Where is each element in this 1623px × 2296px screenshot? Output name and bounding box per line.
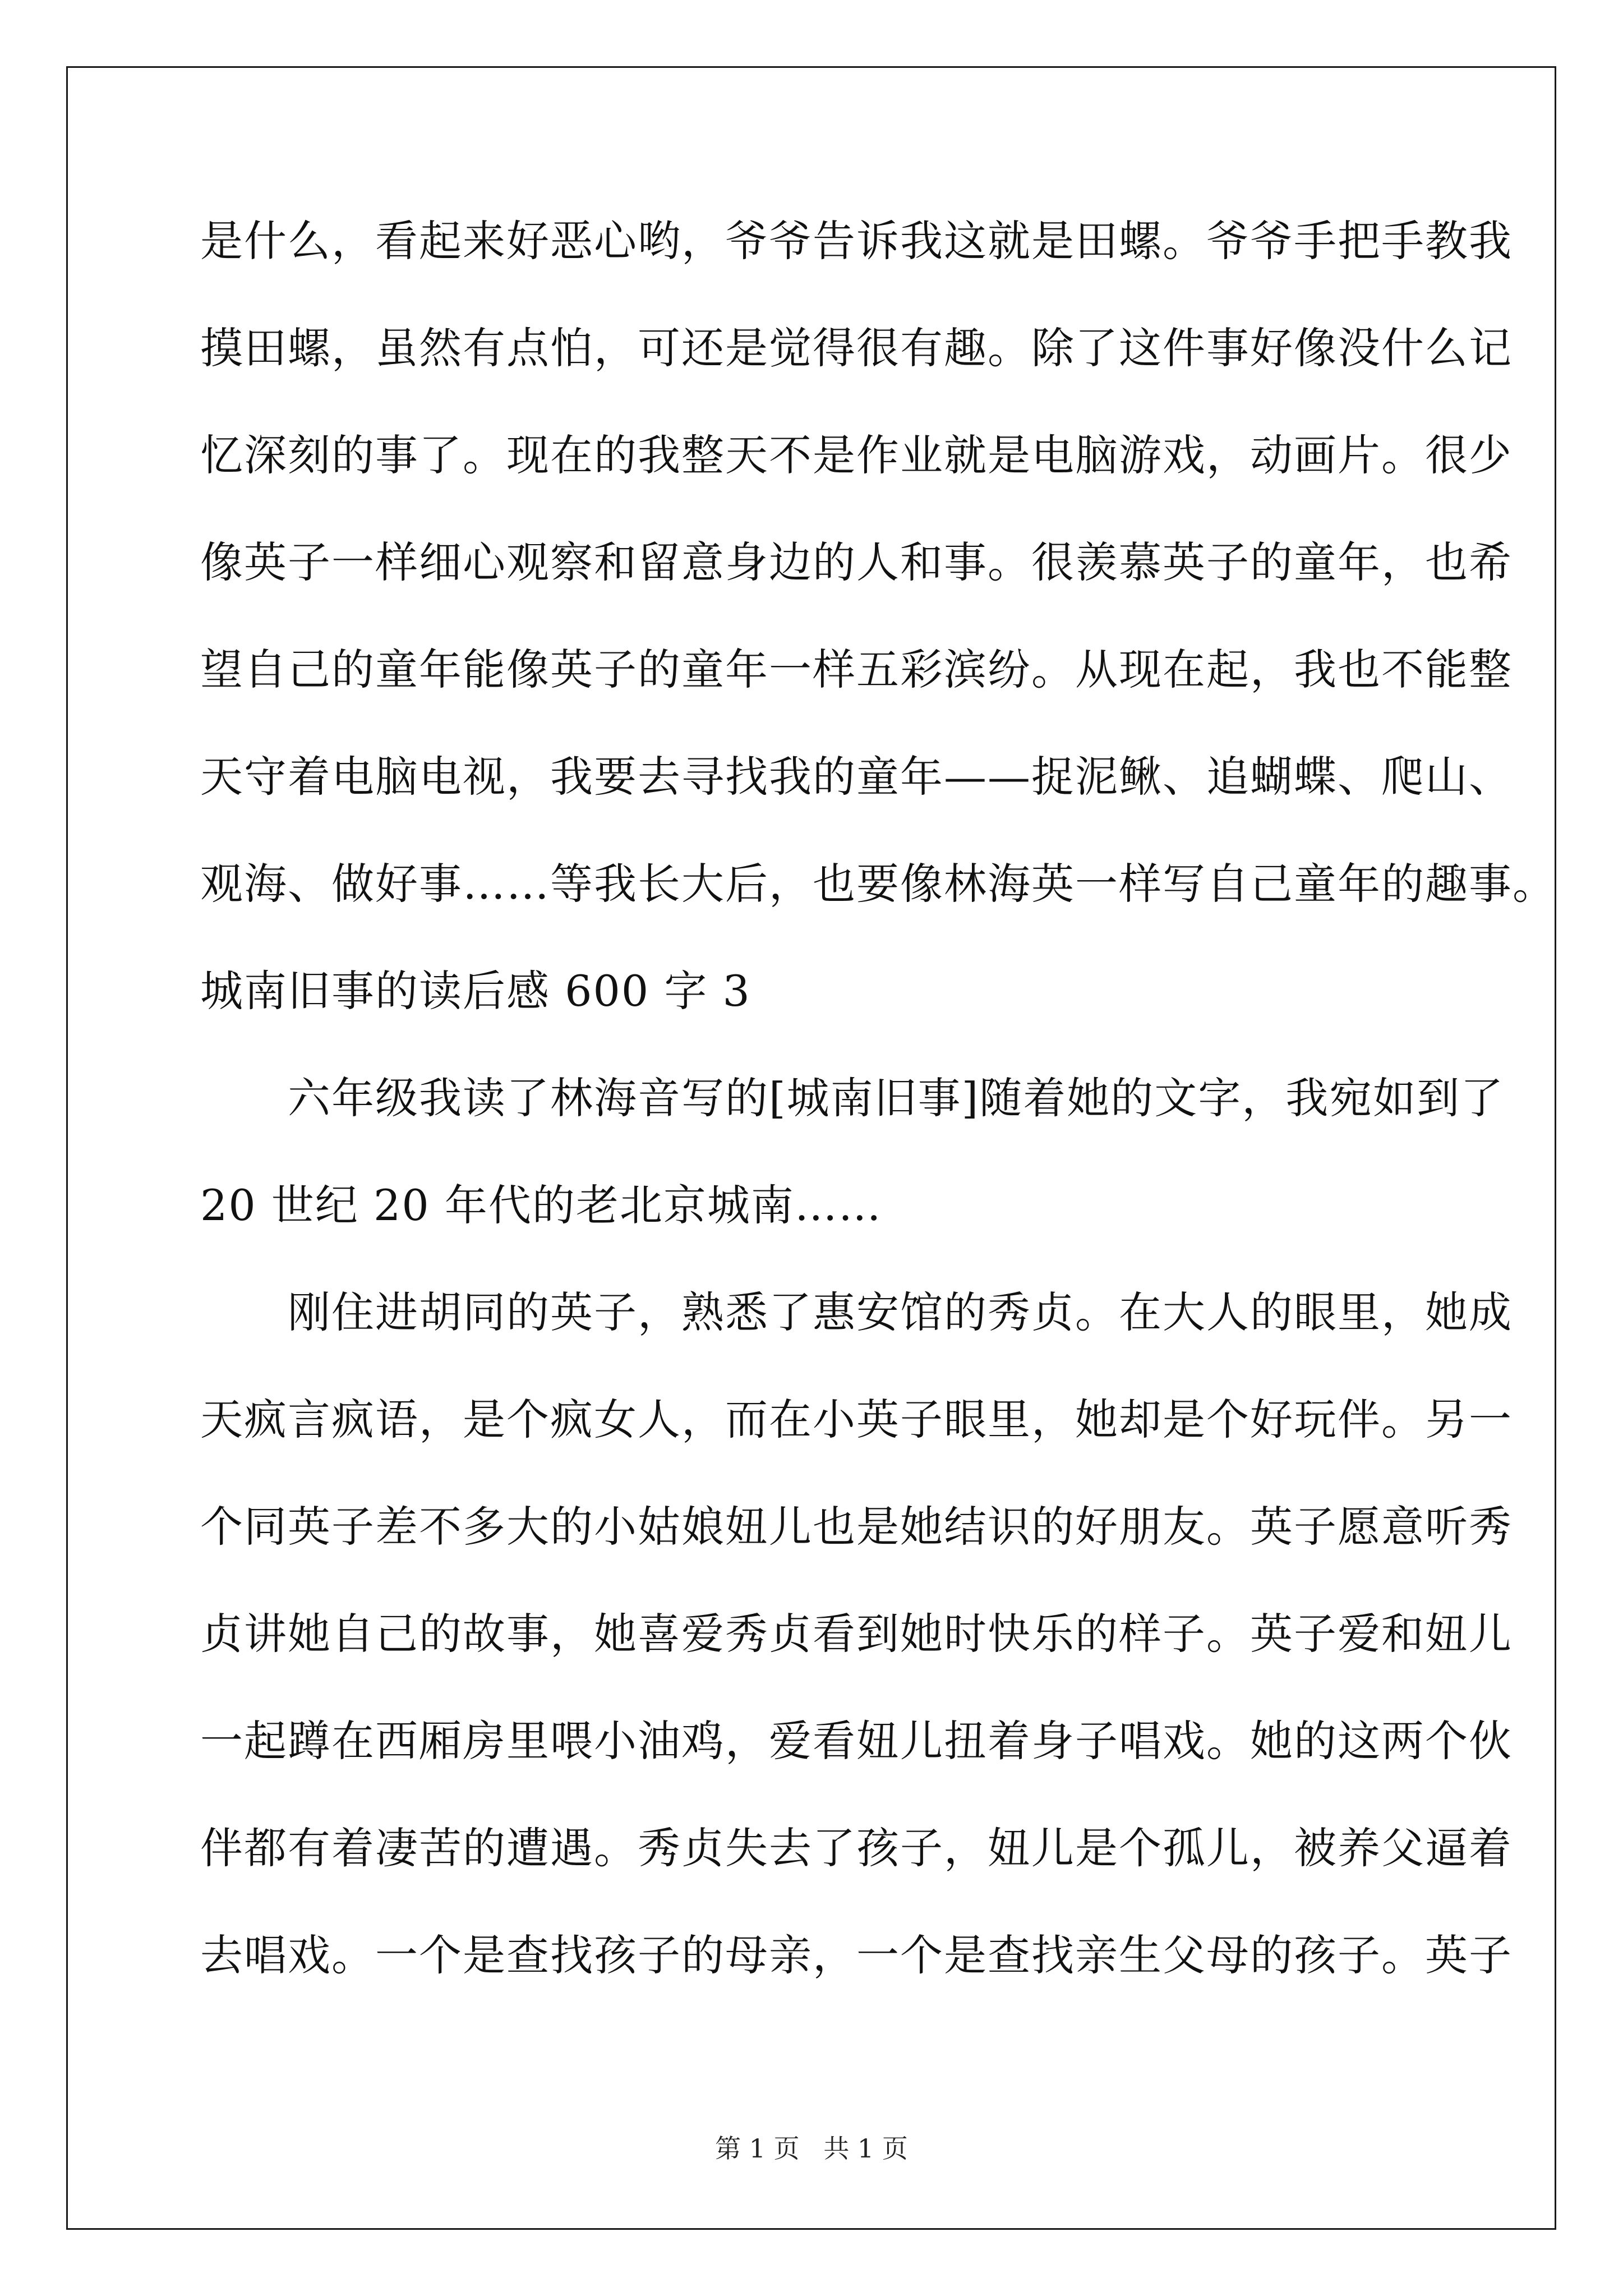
text-line: 伴都有着凄苦的遭遇。秀贞失去了孩子，妞儿是个孤儿，被养父逼着 bbox=[200, 1823, 1513, 1873]
text-line: 贞讲她自己的故事，她喜爱秀贞看到她时快乐的样子。英子爱和妞儿 bbox=[200, 1609, 1513, 1659]
text-line: 天守着电脑电视，我要去寻找我的童年——捉泥鳅、追蝴蝶、爬山、 bbox=[200, 752, 1513, 802]
text-line: 望自己的童年能像英子的童年一样五彩滨纷。从现在起，我也不能整 bbox=[200, 645, 1513, 694]
page-number: 第 1 页 bbox=[715, 2133, 800, 2164]
text-line: 一起蹲在西厢房里喂小油鸡，爱看妞儿扭着身子唱戏。她的这两个伙 bbox=[200, 1716, 1513, 1766]
section-heading: 城南旧事的读后感 600 字 3 bbox=[200, 966, 751, 1016]
text-line: 个同英子差不多大的小姑娘妞儿也是她结识的好朋友。英子愿意听秀 bbox=[200, 1502, 1513, 1552]
text-line: 刚住进胡同的英子，熟悉了惠安馆的秀贞。在大人的眼里，她成 bbox=[200, 1287, 1513, 1337]
text-line: 摸田螺，虽然有点怕，可还是觉得很有趣。除了这件事好像没什么记 bbox=[200, 323, 1513, 373]
text-line: 六年级我读了林海音写的[城南旧事]随着她的文字，我宛如到了 bbox=[200, 1073, 1505, 1123]
page-footer bbox=[0, 2132, 1623, 2165]
text-line: 20 世纪 20 年代的老北京城南…… bbox=[200, 1180, 882, 1230]
text-line: 去唱戏。一个是查找孩子的母亲，一个是查找亲生父母的孩子。英子 bbox=[200, 1930, 1513, 1980]
text-line: 忆深刻的事了。现在的我整天不是作业就是电脑游戏，动画片。很少 bbox=[200, 430, 1513, 480]
page-border bbox=[66, 66, 1556, 2230]
text-line: 天疯言疯语，是个疯女人，而在小英子眼里，她却是个好玩伴。另一 bbox=[200, 1395, 1513, 1444]
text-line: 像英子一样细心观察和留意身边的人和事。很羡慕英子的童年，也希 bbox=[200, 537, 1513, 587]
text-line: 观海、做好事……等我长大后，也要像林海英一样写自己童年的趣事。 bbox=[200, 859, 1556, 909]
page-total: 共 1 页 bbox=[823, 2133, 908, 2164]
text-line: 是什么，看起来好恶心哟，爷爷告诉我这就是田螺。爷爷手把手教我 bbox=[200, 216, 1513, 266]
